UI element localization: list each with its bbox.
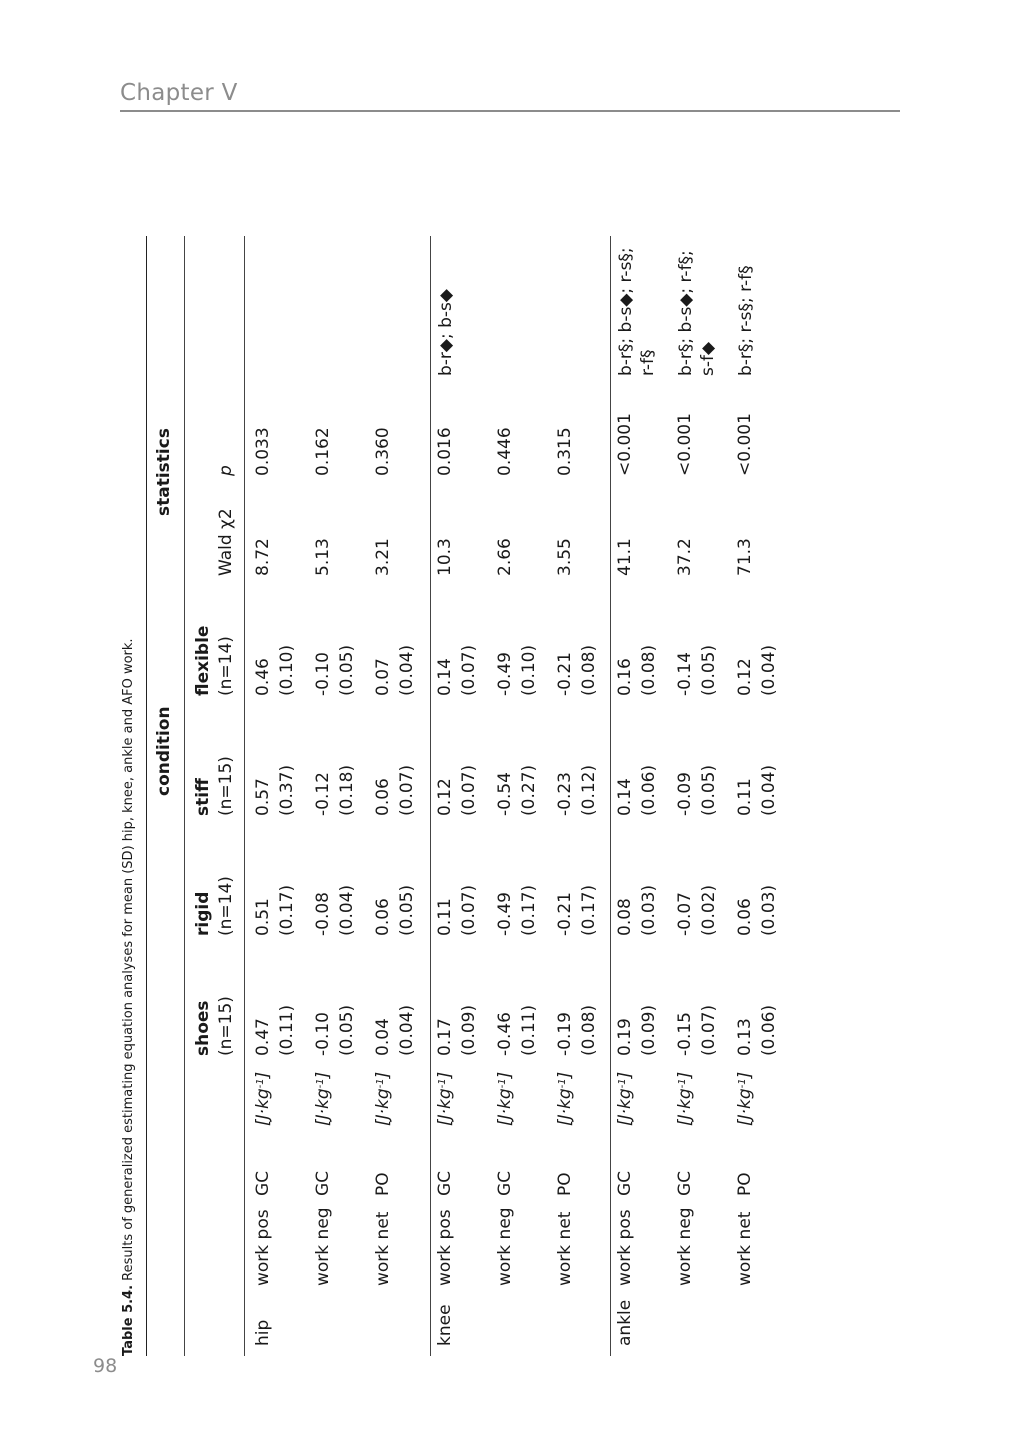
- unit-exponent: -1: [617, 1078, 628, 1089]
- row-phase: GC: [675, 1170, 695, 1196]
- cell-wald: 71.3: [735, 538, 755, 576]
- cell-sd: (0.17): [277, 884, 297, 936]
- caption-label: Table 5.4.: [121, 1284, 136, 1356]
- row-phase: GC: [495, 1170, 515, 1196]
- cell-mean: -0.21: [555, 892, 575, 936]
- cell-sd: (0.07): [397, 764, 417, 816]
- cell-mean: 0.14: [435, 658, 455, 696]
- row-unit: [735, 1072, 755, 1126]
- cell-sd: (0.05): [699, 644, 719, 696]
- col-header-wald: Wald χ2: [216, 508, 236, 576]
- unit-exponent: -1: [677, 1078, 688, 1089]
- cell-mean: 0.51: [253, 898, 273, 936]
- row-joint: hip: [253, 1319, 273, 1346]
- cell-posthoc: b-r◆; b-s◆: [436, 289, 456, 376]
- cell-mean: 0.12: [435, 778, 455, 816]
- cell-sd: (0.07): [699, 1004, 719, 1056]
- cell-sd: (0.17): [519, 884, 539, 936]
- cell-mean: 0.11: [735, 778, 755, 816]
- cell-sd: (0.07): [459, 884, 479, 936]
- col-header-stiff: stiff: [193, 778, 213, 816]
- cell-mean: -0.49: [495, 892, 515, 936]
- unit-exponent: -1: [437, 1078, 448, 1089]
- unit-text: [J·kg: [615, 1088, 635, 1126]
- cell-p: 0.016: [435, 427, 455, 476]
- row-unit: [495, 1072, 515, 1126]
- row-unit: [615, 1072, 635, 1126]
- cell-sd: (0.07): [459, 644, 479, 696]
- cell-sd: (0.05): [397, 884, 417, 936]
- cell-mean: -0.21: [555, 652, 575, 696]
- row-measure: work neg: [495, 1207, 515, 1286]
- cell-sd: (0.37): [277, 764, 297, 816]
- unit-exponent: -1: [315, 1078, 326, 1089]
- row-unit: [373, 1072, 393, 1126]
- row-phase: PO: [555, 1172, 575, 1196]
- cell-mean: 0.46: [253, 658, 273, 696]
- cell-posthoc: b-r§; b-s◆; r-f§; s-f◆: [676, 250, 718, 376]
- unit-close: ]: [615, 1071, 635, 1079]
- unit-close: ]: [373, 1071, 393, 1079]
- row-measure: work net: [373, 1211, 393, 1286]
- row-measure: work net: [555, 1211, 575, 1286]
- cell-sd: (0.03): [759, 884, 779, 936]
- cell-mean: -0.19: [555, 1012, 575, 1056]
- row-joint: knee: [435, 1304, 455, 1346]
- row-unit: [555, 1072, 575, 1126]
- cell-sd: (0.07): [459, 764, 479, 816]
- condition-header: condition: [154, 706, 174, 796]
- knee-ankle-separator: [610, 236, 611, 1356]
- row-phase: GC: [313, 1170, 333, 1196]
- cell-mean: 0.17: [435, 1018, 455, 1056]
- unit-text: [J·kg: [735, 1088, 755, 1126]
- cell-mean: 0.14: [615, 778, 635, 816]
- chapter-title: Chapter V: [120, 80, 238, 106]
- table-caption: [121, 638, 136, 1356]
- col-n-stiff: (n=15): [216, 756, 236, 816]
- cell-sd: (0.04): [337, 884, 357, 936]
- cell-mean: -0.07: [675, 892, 695, 936]
- unit-close: ]: [435, 1071, 455, 1079]
- col-header-rigid: rigid: [193, 891, 213, 936]
- cell-sd: (0.04): [397, 644, 417, 696]
- cell-mean: 0.06: [373, 898, 393, 936]
- cell-mean: 0.06: [373, 778, 393, 816]
- col-n-shoes: (n=15): [216, 996, 236, 1056]
- header-bottom-rule: [244, 236, 245, 1356]
- cell-sd: (0.18): [337, 764, 357, 816]
- hip-knee-separator: [430, 236, 431, 1356]
- cell-posthoc: b-r§; r-s§; r-f§: [736, 265, 756, 376]
- cell-sd: (0.06): [639, 764, 659, 816]
- cell-sd: (0.08): [579, 1004, 599, 1056]
- unit-text: [J·kg: [675, 1088, 695, 1126]
- col-header-shoes: shoes: [193, 1000, 213, 1056]
- cell-mean: -0.49: [495, 652, 515, 696]
- cell-mean: 0.19: [615, 1018, 635, 1056]
- row-unit: [253, 1072, 273, 1126]
- cell-mean: 0.12: [735, 658, 755, 696]
- cell-wald: 3.55: [555, 538, 575, 576]
- page-number: 98: [93, 1355, 118, 1377]
- cell-sd: (0.08): [639, 644, 659, 696]
- cell-sd: (0.11): [519, 1004, 539, 1056]
- cell-p: 0.315: [555, 427, 575, 476]
- row-unit: [675, 1072, 695, 1126]
- cell-mean: -0.23: [555, 772, 575, 816]
- row-measure: work net: [735, 1211, 755, 1286]
- cell-mean: -0.54: [495, 772, 515, 816]
- cell-mean: 0.57: [253, 778, 273, 816]
- cell-p: <0.001: [735, 413, 755, 476]
- row-measure: work pos: [615, 1209, 635, 1286]
- cell-p: <0.001: [615, 413, 635, 476]
- col-n-rigid: (n=14): [216, 876, 236, 936]
- cell-p: 0.033: [253, 427, 273, 476]
- cell-wald: 8.72: [253, 538, 273, 576]
- cell-mean: -0.15: [675, 1012, 695, 1056]
- cell-mean: -0.10: [313, 1012, 333, 1056]
- cell-mean: -0.09: [675, 772, 695, 816]
- unit-text: [J·kg: [313, 1088, 333, 1126]
- unit-close: ]: [675, 1071, 695, 1079]
- cell-wald: 10.3: [435, 538, 455, 576]
- caption-text: Results of generalized estimating equation analyses for mean (SD) hip, knee, ankle and AFO work.: [121, 638, 136, 1285]
- unit-text: [J·kg: [253, 1088, 273, 1126]
- row-phase: GC: [615, 1170, 635, 1196]
- row-unit: [435, 1072, 455, 1126]
- unit-exponent: -1: [255, 1078, 266, 1089]
- unit-close: ]: [495, 1071, 515, 1079]
- col-header-flexible: flexible: [193, 625, 213, 696]
- cell-wald: 37.2: [675, 538, 695, 576]
- cell-sd: (0.08): [579, 644, 599, 696]
- top-rule: [146, 236, 147, 1356]
- cell-sd: (0.12): [579, 764, 599, 816]
- cell-mean: -0.12: [313, 772, 333, 816]
- row-phase: PO: [735, 1172, 755, 1196]
- cell-sd: (0.10): [519, 644, 539, 696]
- cell-sd: (0.04): [759, 644, 779, 696]
- cell-sd: (0.11): [277, 1004, 297, 1056]
- cell-mean: 0.06: [735, 898, 755, 936]
- cell-sd: (0.05): [699, 764, 719, 816]
- cell-sd: (0.17): [579, 884, 599, 936]
- cell-mean: 0.07: [373, 658, 393, 696]
- col-header-p: p: [216, 465, 236, 476]
- cell-sd: (0.27): [519, 764, 539, 816]
- row-measure: work neg: [675, 1207, 695, 1286]
- col-n-flexible: (n=14): [216, 636, 236, 696]
- cell-sd: (0.05): [337, 644, 357, 696]
- cell-mean: -0.10: [313, 652, 333, 696]
- unit-exponent: -1: [557, 1078, 568, 1089]
- results-table: [120, 236, 800, 1356]
- unit-text: [J·kg: [435, 1088, 455, 1126]
- row-phase: PO: [373, 1172, 393, 1196]
- statistics-header: statistics: [154, 428, 174, 516]
- cell-sd: (0.10): [277, 644, 297, 696]
- unit-exponent: -1: [737, 1078, 748, 1089]
- header-rule: [120, 110, 900, 112]
- cell-wald: 2.66: [495, 538, 515, 576]
- cell-mean: 0.13: [735, 1018, 755, 1056]
- cell-mean: 0.16: [615, 658, 635, 696]
- cell-p: 0.360: [373, 427, 393, 476]
- row-unit: [313, 1072, 333, 1126]
- cell-posthoc: b-r§; b-s◆; r-s§; r-f§: [616, 247, 658, 376]
- cell-sd: (0.09): [639, 1004, 659, 1056]
- cell-mean: -0.08: [313, 892, 333, 936]
- unit-close: ]: [735, 1071, 755, 1079]
- cell-mean: 0.47: [253, 1018, 273, 1056]
- cell-p: 0.162: [313, 427, 333, 476]
- cell-mean: 0.08: [615, 898, 635, 936]
- cell-mean: 0.11: [435, 898, 455, 936]
- unit-close: ]: [253, 1071, 273, 1079]
- cell-mean: 0.04: [373, 1018, 393, 1056]
- row-joint: ankle: [615, 1299, 635, 1346]
- unit-text: [J·kg: [495, 1088, 515, 1126]
- cell-sd: (0.04): [397, 1004, 417, 1056]
- unit-exponent: -1: [497, 1078, 508, 1089]
- group-header-rule: [184, 236, 185, 1356]
- unit-text: [J·kg: [555, 1088, 575, 1126]
- cell-sd: (0.04): [759, 764, 779, 816]
- row-phase: GC: [435, 1170, 455, 1196]
- cell-sd: (0.02): [699, 884, 719, 936]
- cell-mean: -0.46: [495, 1012, 515, 1056]
- row-phase: GC: [253, 1170, 273, 1196]
- cell-p: 0.446: [495, 427, 515, 476]
- cell-mean: -0.14: [675, 652, 695, 696]
- unit-text: [J·kg: [373, 1088, 393, 1126]
- row-measure: work pos: [435, 1209, 455, 1286]
- cell-sd: (0.05): [337, 1004, 357, 1056]
- cell-sd: (0.09): [459, 1004, 479, 1056]
- row-measure: work neg: [313, 1207, 333, 1286]
- unit-close: ]: [313, 1071, 333, 1079]
- cell-wald: 5.13: [313, 538, 333, 576]
- cell-p: <0.001: [675, 413, 695, 476]
- cell-wald: 3.21: [373, 538, 393, 576]
- row-measure: work pos: [253, 1209, 273, 1286]
- cell-wald: 41.1: [615, 538, 635, 576]
- unit-close: ]: [555, 1071, 575, 1079]
- cell-sd: (0.06): [759, 1004, 779, 1056]
- unit-exponent: -1: [375, 1078, 386, 1089]
- cell-sd: (0.03): [639, 884, 659, 936]
